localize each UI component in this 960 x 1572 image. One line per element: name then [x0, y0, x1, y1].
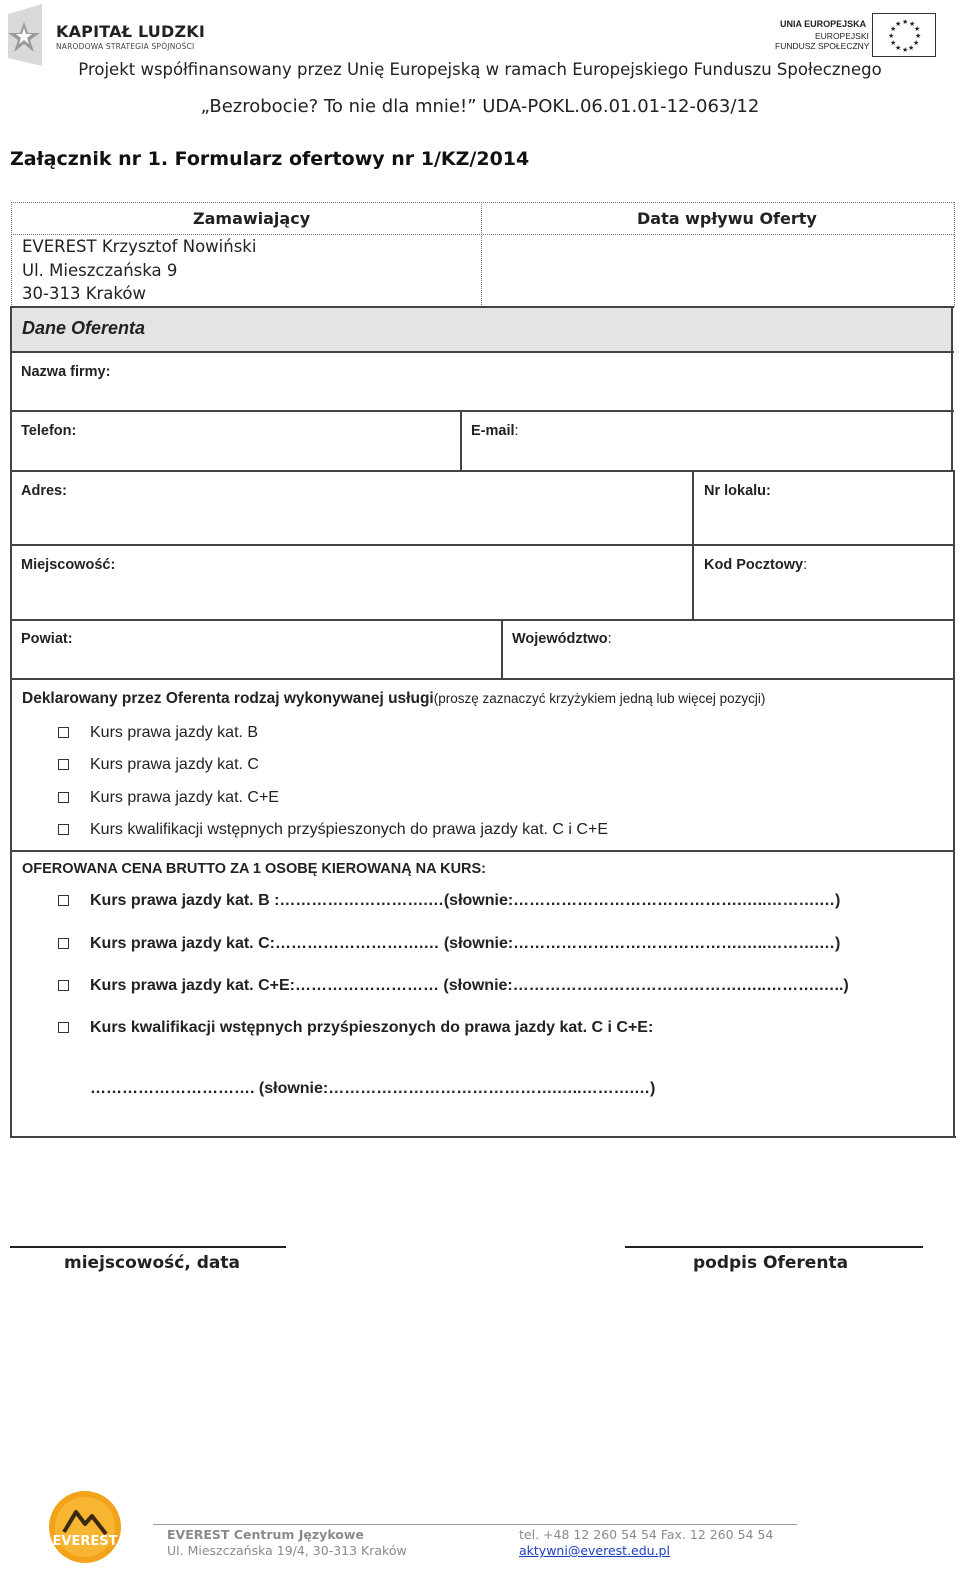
email-label: E-mail: — [471, 423, 519, 439]
ue-label-2: EUROPEJSKI — [815, 31, 869, 41]
project-name-line: „Bezrobocie? To nie dla mnie!” UDA-POKL.06.01.01-12-063/12 — [200, 96, 760, 117]
service-option-ce: Kurs prawa jazdy kat. C+E — [90, 789, 279, 806]
ue-label-3: FUNDUSZ SPOŁECZNY — [775, 41, 870, 51]
table-left-border — [10, 306, 12, 1138]
table-right-border-upper — [951, 306, 953, 472]
postal-code-label: Kod Pocztowy: — [704, 557, 808, 573]
svg-text:★: ★ — [909, 20, 916, 28]
table-right-border-lower — [953, 470, 955, 1138]
address-field[interactable] — [80, 474, 686, 540]
postal-code-field[interactable] — [820, 548, 948, 615]
svg-text:★: ★ — [902, 46, 909, 54]
district-field[interactable] — [80, 623, 495, 675]
svg-text:★: ★ — [902, 18, 909, 26]
date-received-heading: Data wpływu Oferty — [637, 209, 817, 228]
svg-text:★: ★ — [914, 25, 921, 33]
buyer-city: 30-313 Kraków — [22, 284, 146, 303]
service-checkbox-c[interactable] — [58, 759, 69, 770]
footer-company: EVEREST Centrum Językowe — [167, 1527, 364, 1542]
service-checkbox-b[interactable] — [58, 727, 69, 738]
company-name-field[interactable] — [130, 356, 948, 406]
buyer-street: Ul. Mieszczańska 9 — [22, 261, 178, 280]
phone-label: Telefon: — [21, 423, 77, 439]
table-left-border-top — [11, 202, 12, 307]
page-title: Załącznik nr 1. Formularz ofertowy nr 1/KZ/2014 — [10, 148, 530, 170]
price-line-b[interactable]: Kurs prawa jazdy kat. B :……………………….…(słownie:…………………………………….…..……….…) — [90, 892, 841, 909]
company-name-label: Nazwa firmy: — [21, 364, 111, 380]
svg-text:★: ★ — [913, 39, 920, 47]
price-line-qualification: Kurs kwalifikacji wstępnych przyśpieszonych do prawa jazdy kat. C i C+E: — [90, 1019, 654, 1036]
table-header-border — [11, 234, 954, 235]
offeror-section-title: Dane Oferenta — [22, 318, 146, 338]
grid-line — [10, 619, 955, 621]
email-field[interactable] — [530, 414, 948, 466]
price-line-c[interactable]: Kurs prawa jazdy kat. C:……………………….… (słownie:…………………………………….…..……….…) — [90, 935, 841, 952]
voivodeship-field[interactable] — [625, 623, 948, 675]
service-option-c: Kurs prawa jazdy kat. C — [90, 756, 259, 773]
price-checkbox-ce[interactable] — [58, 980, 69, 991]
buyer-heading: Zamawiający — [193, 209, 311, 228]
grid-line — [10, 470, 955, 472]
service-option-b: Kurs prawa jazdy kat. B — [90, 724, 259, 741]
table-bottom-border — [10, 1136, 956, 1138]
everest-logo-text: EVEREST — [52, 1534, 118, 1549]
voivodeship-label: Województwo: — [512, 631, 612, 647]
address-label: Adres: — [21, 483, 67, 499]
phone-field[interactable] — [90, 414, 456, 466]
buyer-name: EVEREST Krzysztof Nowiński — [22, 237, 257, 256]
service-checkbox-qualification[interactable] — [58, 824, 69, 835]
price-heading: OFEROWANA CENA BRUTTO ZA 1 OSOBĘ KIEROWANĄ NA KURS: — [22, 861, 487, 877]
district-label: Powiat: — [21, 631, 73, 647]
svg-text:★: ★ — [890, 39, 897, 47]
grid-line — [10, 306, 954, 308]
footer-email-link[interactable]: aktywni@everest.edu.pl — [519, 1543, 670, 1558]
grid-divider — [501, 619, 503, 680]
place-date-signature-line[interactable] — [10, 1246, 286, 1248]
offeror-signature-label: podpis Oferenta — [693, 1253, 849, 1273]
service-checkbox-ce[interactable] — [58, 792, 69, 803]
kapital-ludzki-subtitle: NARODOWA STRATEGIA SPÓJNOŚCI — [56, 42, 195, 51]
price-line-qualification-amount[interactable]: …………………………. (słownie:…………………………………….…..……….…) — [90, 1080, 656, 1097]
offeror-signature-line[interactable] — [625, 1246, 923, 1248]
table-mid-border-top — [481, 202, 482, 307]
kapital-ludzki-title: KAPITAŁ LUDZKI — [56, 22, 206, 41]
price-line-ce[interactable]: Kurs prawa jazdy kat. C+E:……………………… (słownie:…………………………………….…..……….…..) — [90, 977, 849, 994]
service-type-heading: Deklarowany przez Oferenta rodzaj wykonywanej usługi(proszę zaznaczyć krzyżykiem jedną lub więcej pozycji) — [22, 690, 766, 707]
svg-text:★: ★ — [890, 25, 897, 33]
eu-stars-icon — [873, 14, 935, 56]
service-option-qualification: Kurs kwalifikacji wstępnych przyśpieszonych do prawa jazdy kat. C i C+E — [90, 821, 608, 838]
table-top-border — [11, 202, 954, 203]
everest-mountain-icon — [48, 1490, 122, 1564]
grid-line — [10, 678, 955, 680]
svg-text:★: ★ — [908, 44, 915, 52]
unit-number-label: Nr lokalu: — [704, 483, 771, 499]
eu-flag-icon — [872, 13, 936, 57]
svg-text:★: ★ — [888, 32, 895, 40]
date-received-field[interactable] — [483, 236, 952, 306]
svg-text:★: ★ — [895, 44, 902, 52]
grid-line — [10, 544, 955, 546]
price-checkbox-qualification[interactable] — [58, 1022, 69, 1033]
footer-phone: tel. +48 12 260 54 54 Fax. 12 260 54 54 — [519, 1527, 774, 1542]
svg-text:★: ★ — [915, 32, 922, 40]
service-type-note: (proszę zaznaczyć krzyżykiem jedną lub więcej pozycji) — [433, 691, 766, 706]
ue-label-1: UNIA EUROPEJSKA — [780, 19, 867, 29]
grid-line — [10, 410, 954, 412]
place-date-label: miejscowość, data — [64, 1253, 240, 1273]
project-cofinancing-line: Projekt współfinansowany przez Unię Europejską w ramach Europejskiego Funduszu Społecznego — [78, 60, 882, 79]
footer-address: Ul. Mieszczańska 19/4, 30-313 Kraków — [167, 1543, 407, 1558]
price-checkbox-c[interactable] — [58, 938, 69, 949]
grid-line — [10, 850, 955, 852]
city-field[interactable] — [125, 548, 685, 615]
grid-divider — [692, 470, 694, 621]
unit-number-field[interactable] — [780, 474, 948, 540]
grid-line — [10, 351, 954, 353]
grid-divider — [460, 410, 462, 472]
offeror-section-band — [11, 307, 953, 352]
svg-text:★: ★ — [895, 20, 902, 28]
price-checkbox-b[interactable] — [58, 895, 69, 906]
kapital-ludzki-star-icon — [4, 4, 52, 68]
table-right-border-top — [954, 202, 955, 307]
everest-logo — [48, 1490, 122, 1564]
city-label: Miejscowość: — [21, 557, 116, 573]
footer-rule — [153, 1524, 797, 1525]
